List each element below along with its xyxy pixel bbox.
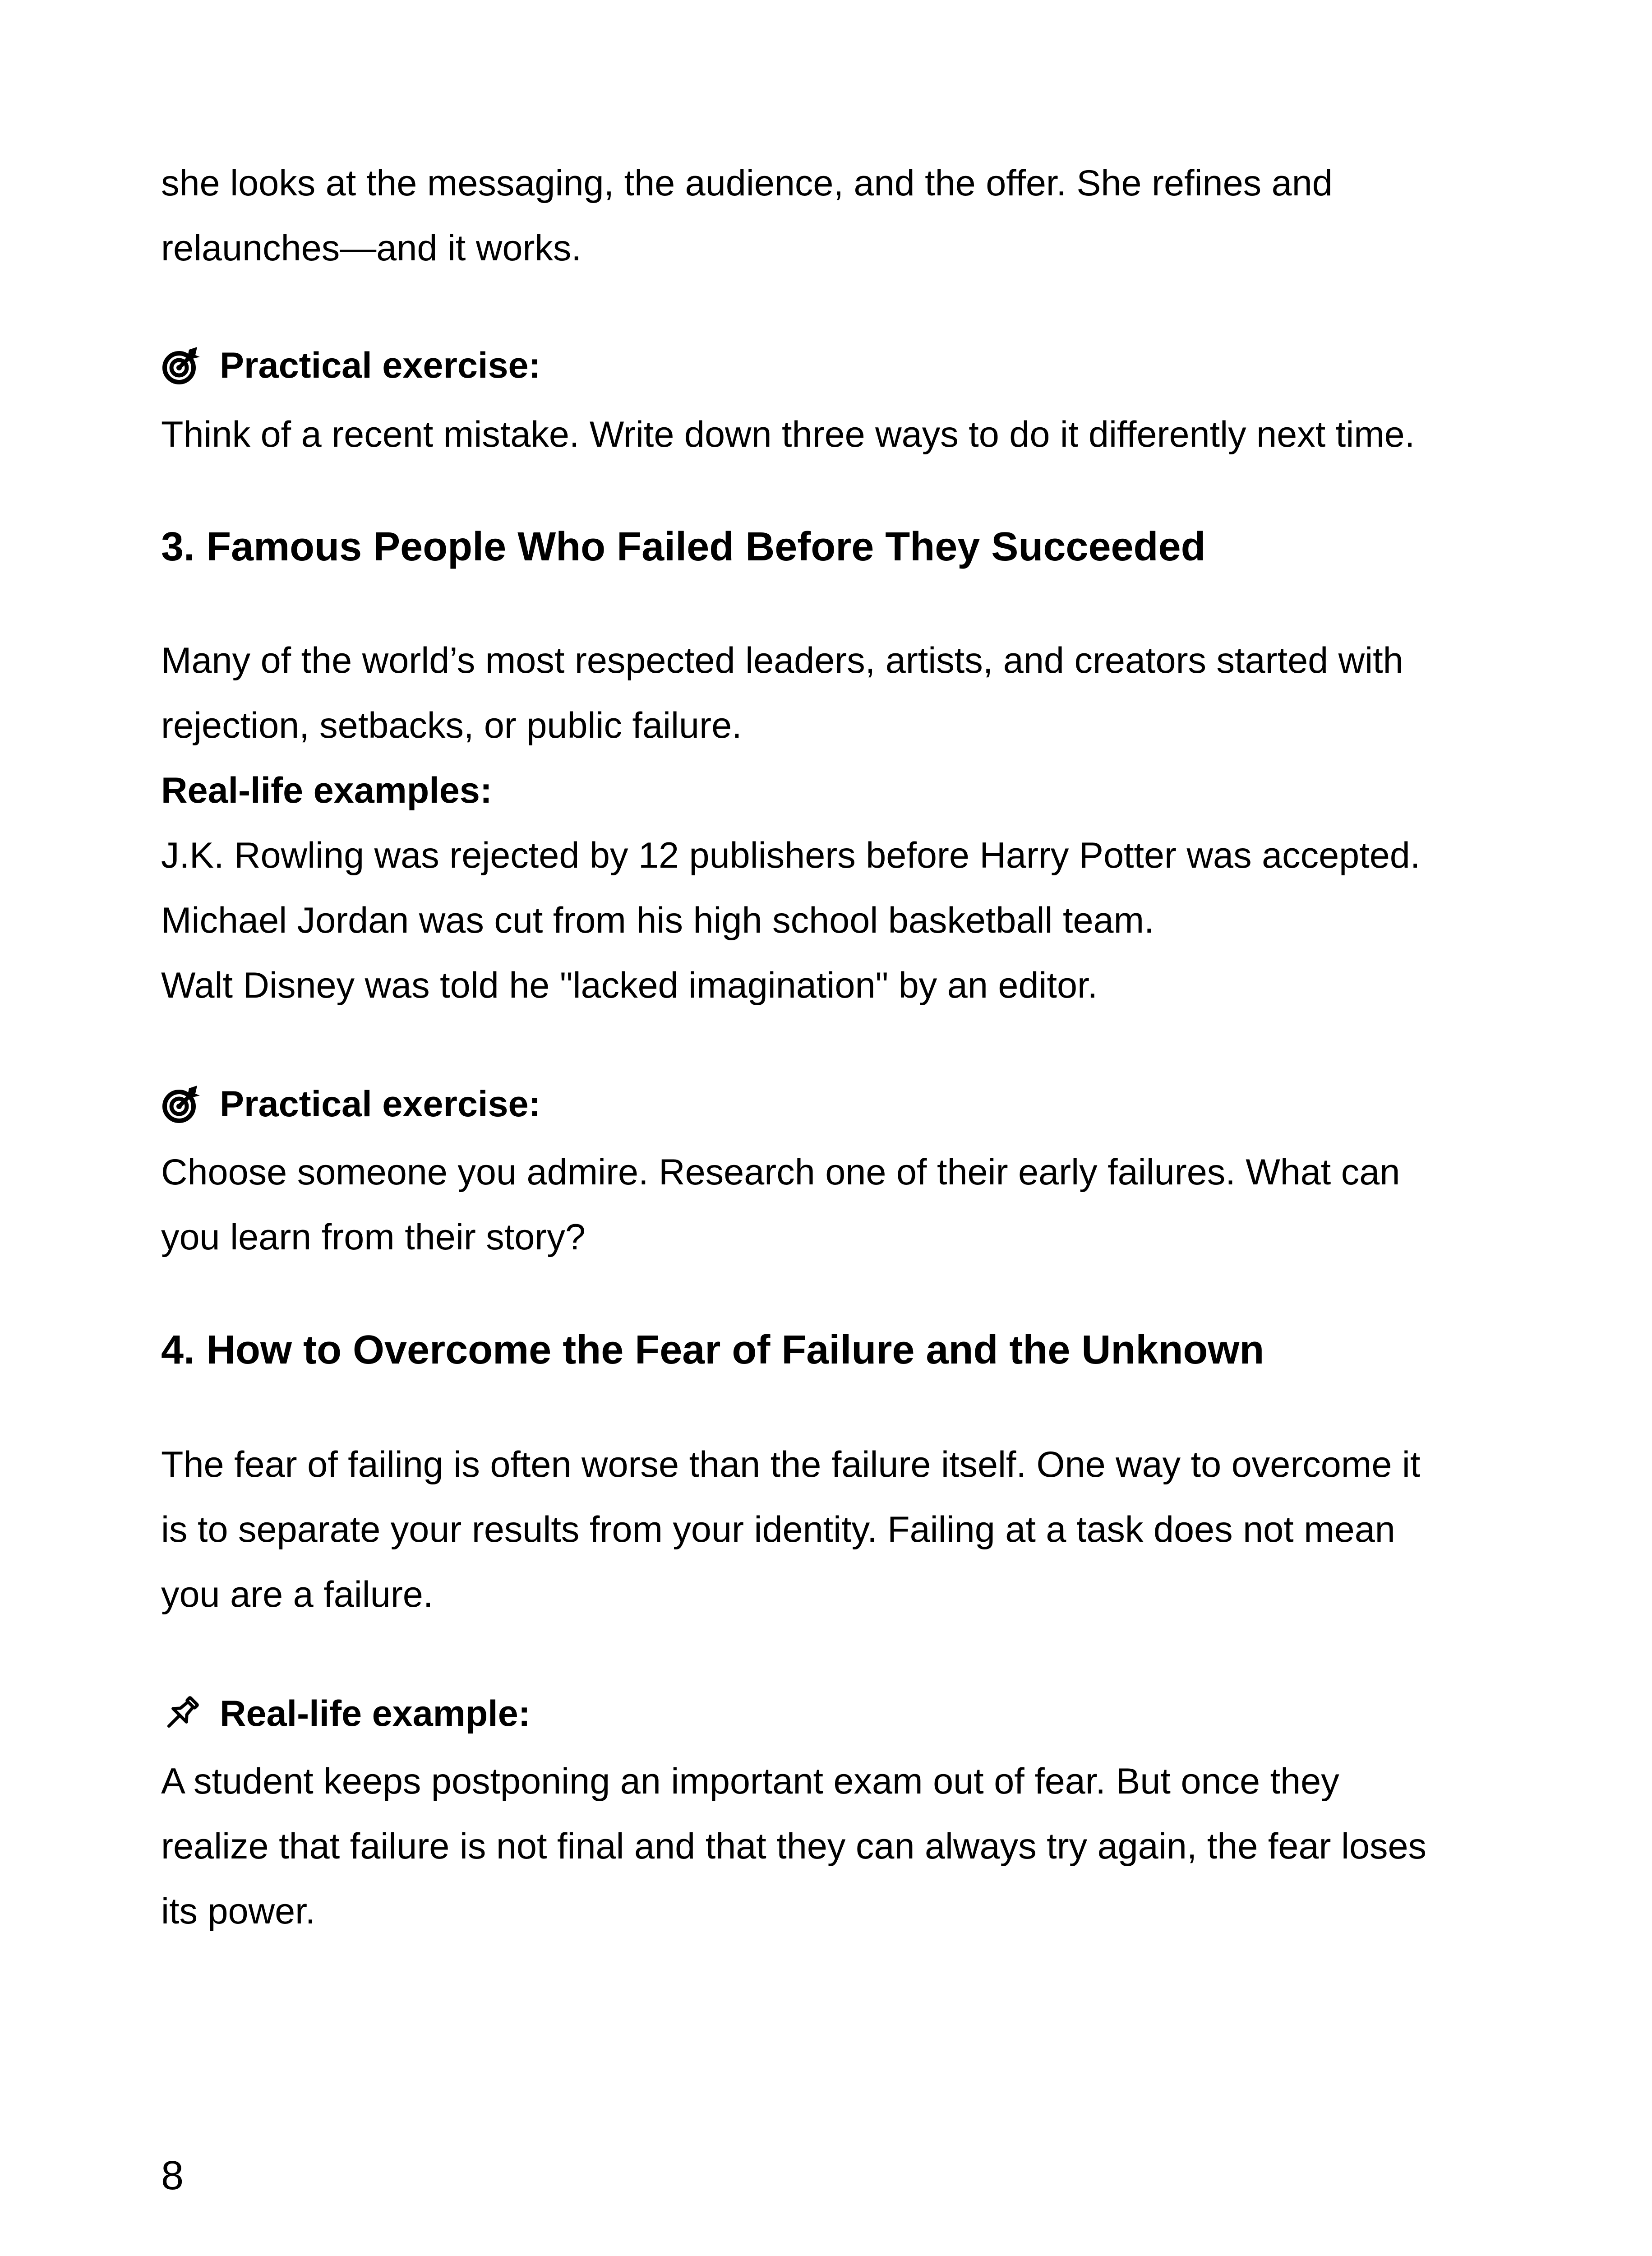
target-dart-icon — [161, 345, 202, 386]
exercise-label: Practical exercise: — [220, 345, 541, 386]
example-label-row — [161, 1691, 531, 1736]
target-dart-icon — [161, 1084, 202, 1124]
section-4-heading: 4. How to Overcome the Fear of Failure and the Unknown — [161, 1327, 1264, 1373]
section-4-paragraph-line-2: is to separate your results from your identity. Failing at a task does not mean — [161, 1509, 1395, 1550]
example-item: J.K. Rowling was rejected by 12 publishers before Harry Potter was accepted. — [161, 835, 1421, 876]
exercise-label-row — [161, 343, 541, 388]
example-text-line-3: its power. — [161, 1891, 316, 1932]
exercise-text-line-1: Choose someone you admire. Research one of their early failures. What can — [161, 1152, 1400, 1193]
example-item: Walt Disney was told he "lacked imagination" by an editor. — [161, 965, 1098, 1006]
pushpin-icon — [161, 1693, 202, 1734]
section-3-paragraph-line-2: rejection, setbacks, or public failure. — [161, 705, 742, 746]
section-3-heading: 3. Famous People Who Failed Before They Succeeded — [161, 524, 1206, 569]
section-4-paragraph-line-3: you are a failure. — [161, 1574, 434, 1615]
section-4-paragraph-line-1: The fear of failing is often worse than the failure itself. One way to overcome it — [161, 1444, 1421, 1485]
exercise-label-row — [161, 1082, 541, 1127]
examples-label: Real-life examples: — [161, 770, 492, 811]
example-label: Real-life example: — [220, 1693, 531, 1734]
exercise-text: Think of a recent mistake. Write down three ways to do it differently next time. — [161, 414, 1415, 455]
intro-line-1: she looks at the messaging, the audience, and the offer. She refines and — [161, 163, 1333, 203]
exercise-text-line-2: you learn from their story? — [161, 1217, 586, 1257]
example-text-line-2: realize that failure is not final and that they can always try again, the fear loses — [161, 1826, 1427, 1867]
example-text-line-1: A student keeps postponing an important exam out of fear. But once they — [161, 1761, 1339, 1802]
example-item: Michael Jordan was cut from his high school basketball team. — [161, 900, 1154, 941]
exercise-label: Practical exercise: — [220, 1084, 541, 1124]
intro-line-2: relaunches—and it works. — [161, 228, 581, 268]
section-3-paragraph-line-1: Many of the world’s most respected leaders, artists, and creators started with — [161, 640, 1403, 681]
page-number: 8 — [161, 2153, 184, 2198]
